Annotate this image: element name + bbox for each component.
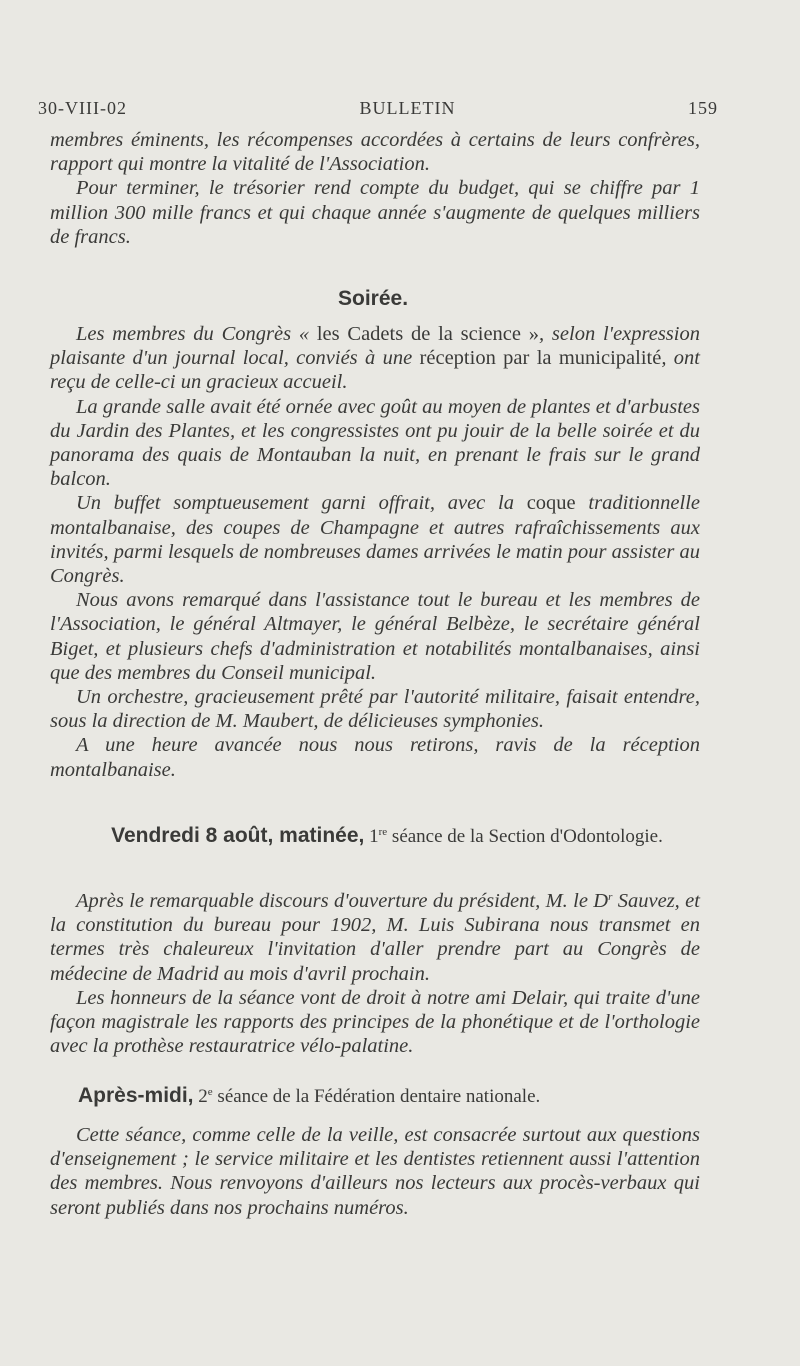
soiree-paragraph-5: Un orchestre, gracieusement prêté par l'autorité militaire, faisait entendre, sous la direction de M. Maubert, de délicieuses symphonies. xyxy=(50,686,700,733)
header-date: 30-VIII-02 xyxy=(38,98,127,118)
soiree-heading: Soirée. xyxy=(338,287,409,310)
vendredi-heading xyxy=(62,818,712,851)
header-page-number: 159 xyxy=(688,98,718,118)
running-header xyxy=(38,98,718,119)
soiree-paragraph-4: Nous avons remarqué dans l'assistance tout le bureau et les membres de l'Association, le général Altmayer, le général Belbèze, le secrétaire général Biget, et plusieurs chefs d'administration et notabilités montalbanaises, ainsi que des membres du Conseil municipal. xyxy=(50,589,700,684)
soiree-p1-part-d: réception par la municipalité xyxy=(412,347,662,370)
apres-midi-heading-subtitle xyxy=(194,1086,541,1107)
vendredi-p1-part-b: Sauvez, et la constitution du bureau pour 1902, M. Luis Subirana nous transmet en termes très chaleureux l'invitation d'aller prendre part au Congrès de médecine de Madrid au mois d'avril prochain. xyxy=(50,890,700,985)
vendredi-section xyxy=(50,885,700,1058)
vendredi-sub-text: séance de la Section d'Odontologie. xyxy=(387,826,663,847)
soiree-p1-part-e: , ont reçu de celle-ci un gracieux accueil. xyxy=(50,347,700,394)
vendredi-paragraph-1 xyxy=(50,885,700,986)
vendredi-p1-part-a: Après le remarquable discours d'ouverture du président, M. le D xyxy=(76,890,609,912)
apres-midi-paragraph-1: Cette séance, comme celle de la veille, est consacrée surtout aux questions d'enseignement ; le service militaire et les dentistes retiennent aussi l'attention des membres. Nous renvoyons d'ailleurs nos lecteurs aux procès-verbaux qui seront publiés dans nos prochains numéros. xyxy=(50,1124,700,1219)
intro-paragraph-1: membres éminents, les récompenses accordées à certains de leurs confrères, rapport qui montre la vitalité de l'Association. xyxy=(50,129,700,176)
intro-section xyxy=(50,128,700,249)
apres-midi-section xyxy=(50,1123,700,1220)
soiree-section xyxy=(50,322,700,782)
vendredi-sub-superscript: re xyxy=(378,826,388,838)
soiree-p1-part-c: , selon l'expression plaisante d'un journal local, conviés à une xyxy=(50,323,700,370)
apres-midi-sub-superscript: e xyxy=(207,1086,213,1098)
soiree-p3-part-a: Un buffet somptueusement garni offrait, avec la xyxy=(76,492,514,515)
apres-midi-sub-number: 2 xyxy=(193,1086,208,1107)
soiree-paragraph-3 xyxy=(50,491,700,588)
soiree-paragraph-6: A une heure avancée nous nous retirons, ravis de la réception montalbanaise. xyxy=(50,734,700,781)
header-title: BULLETIN xyxy=(359,98,456,118)
soiree-p3-part-c: traditionnelle montalbanaise, des coupes de Champagne et autres rafraîchissements aux invités, parmi lesquels de nombreuses dames arrivées le matin pour assister au Congrès. xyxy=(50,492,700,588)
vendredi-sub-number: 1 xyxy=(364,826,379,847)
vendredi-p1-superscript: r xyxy=(608,891,613,903)
soiree-p1-part-a: Les membres du Congrès « xyxy=(76,323,310,345)
apres-midi-sub-text: séance de la Fédération dentaire nationale. xyxy=(212,1086,541,1107)
vendredi-paragraph-2: Les honneurs de la séance vont de droit à notre ami Delair, qui traite d'une façon magistrale les rapports des principes de la phonétique et de l'orthologie avec la prothèse restauratrice vélo-palatine. xyxy=(50,986,700,1058)
soiree-paragraph-2: La grande salle avait été ornée avec goût au moyen de plantes et d'arbustes du Jardin des Plantes, et les congressistes ont pu jouir de la belle soirée et du panorama des quais de Montauban la nuit, en prenant le frais sur le grand balcon. xyxy=(50,395,700,491)
intro-paragraph-2: Pour terminer, le trésorier rend compte du budget, qui se chiffre par 1 million 300 mille francs et qui chaque année s'augmente de quelques milliers de francs. xyxy=(50,177,700,248)
apres-midi-heading-title: Après-midi, xyxy=(78,1084,194,1107)
vendredi-heading-subtitle xyxy=(364,826,662,847)
apres-midi-heading xyxy=(78,1084,540,1108)
vendredi-heading-title: Vendredi 8 août, matinée, xyxy=(111,824,365,847)
soiree-p3-part-b: coque xyxy=(513,492,576,515)
soiree-p1-part-b: les Cadets de la science » xyxy=(309,323,540,345)
soiree-paragraph-1 xyxy=(50,322,700,395)
